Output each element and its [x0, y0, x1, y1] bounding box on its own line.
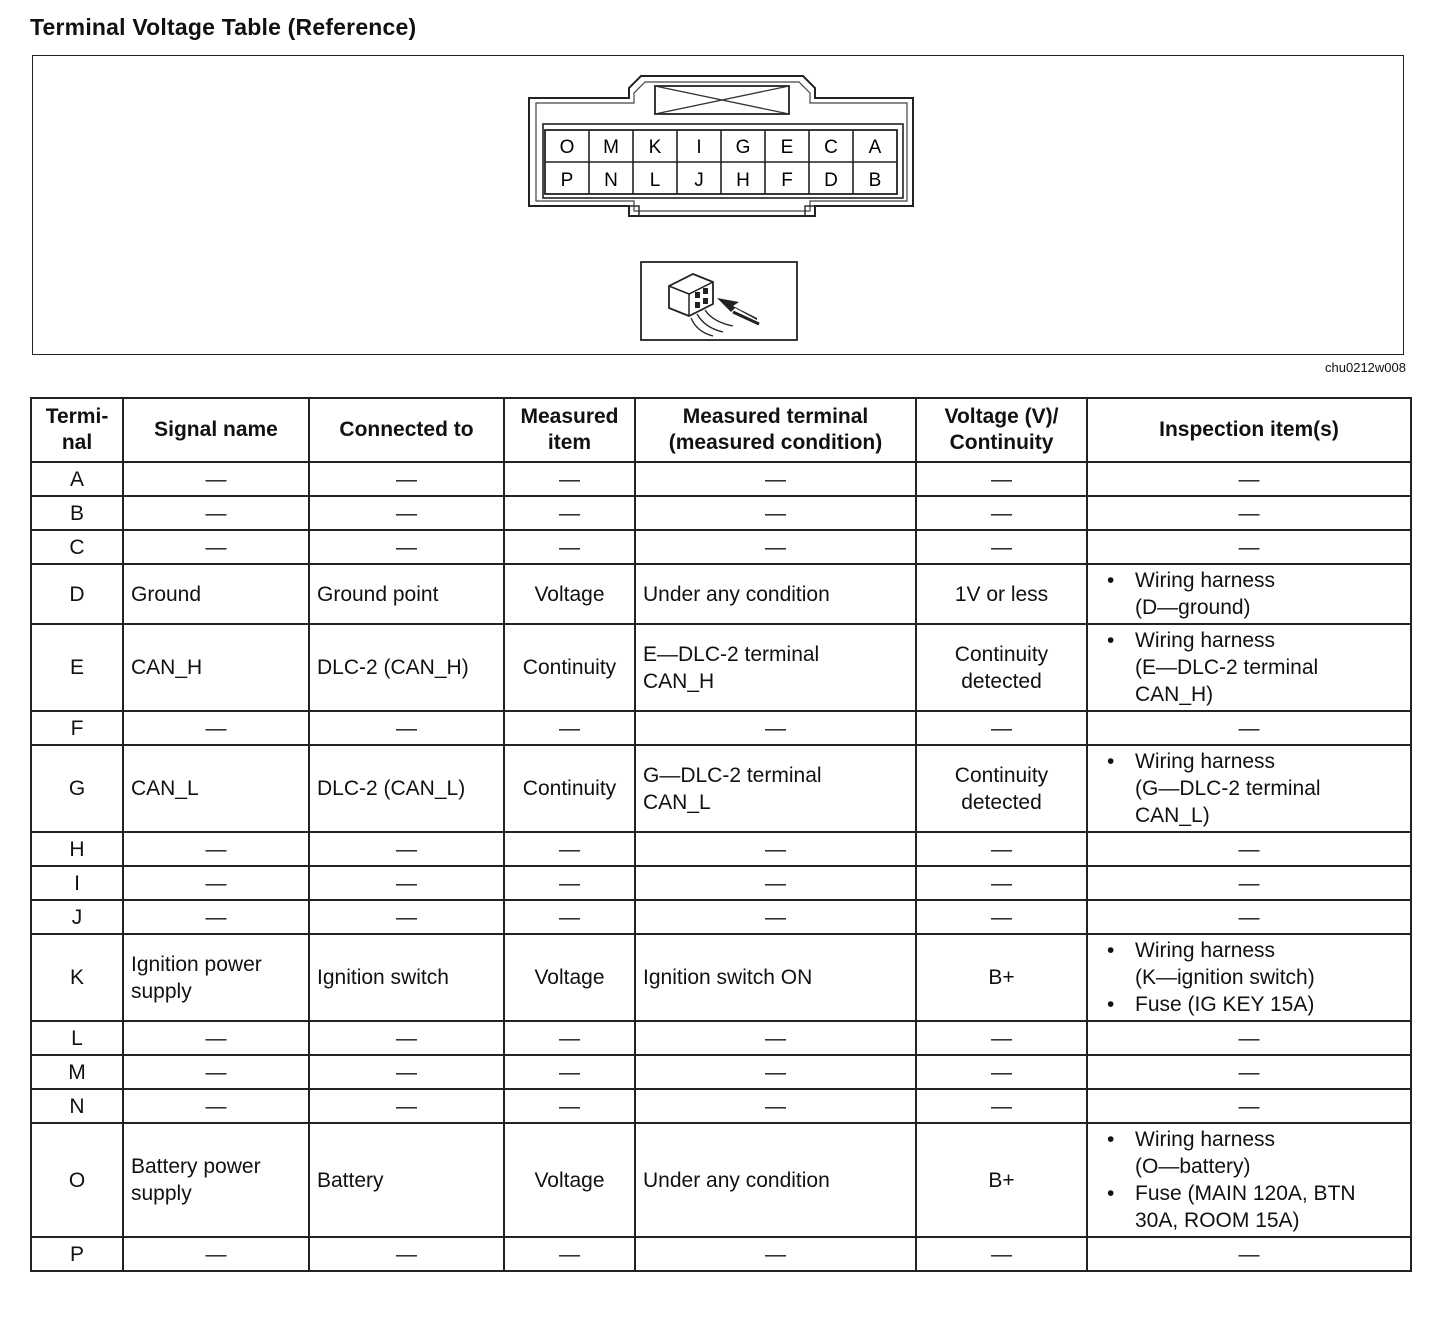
table-row-k [31, 934, 1411, 1021]
connected-to-cell: Battery [309, 1123, 504, 1237]
measured-item-cell: — [504, 1055, 635, 1089]
table-row-n [31, 1089, 1411, 1123]
signal-name-cell: — [123, 1021, 309, 1055]
table-row-j [31, 900, 1411, 934]
table-row-e [31, 624, 1411, 711]
pin-label-g: G [735, 137, 751, 158]
inspection-item: • Wiring harness (O—battery) [1095, 1126, 1403, 1180]
inspection-items-cell: — [1087, 496, 1411, 530]
voltage-cell: B+ [916, 1123, 1087, 1237]
voltage-cell: — [916, 832, 1087, 866]
column-header: Connected to [309, 398, 504, 462]
connected-to-cell: — [309, 1237, 504, 1271]
table-row-b [31, 496, 1411, 530]
signal-name-cell: — [123, 1055, 309, 1089]
pin-label-p: P [560, 170, 574, 191]
connected-to-cell: — [309, 496, 504, 530]
terminal-voltage-table [30, 397, 1412, 1272]
voltage-cell: — [916, 866, 1087, 900]
measured-item-cell: — [504, 496, 635, 530]
terminal-cell: N [31, 1089, 123, 1123]
measured-condition-cell: Under any condition [635, 1123, 916, 1237]
measured-item-cell: — [504, 1237, 635, 1271]
inspection-items-cell [1087, 745, 1411, 832]
connected-to-cell: — [309, 866, 504, 900]
signal-name-cell: — [123, 866, 309, 900]
signal-name-cell: Ignition power supply [123, 934, 309, 1021]
inspection-item: • Wiring harness (K—ignition switch) [1095, 937, 1403, 991]
connected-to-cell: DLC-2 (CAN_H) [309, 624, 504, 711]
voltage-cell: — [916, 496, 1087, 530]
measured-condition-cell: — [635, 496, 916, 530]
signal-name-cell: — [123, 832, 309, 866]
pin-label-a: A [868, 137, 882, 158]
terminal-cell: F [31, 711, 123, 745]
column-header: Signal name [123, 398, 309, 462]
connected-to-cell: Ground point [309, 564, 504, 624]
voltage-cell: — [916, 1237, 1087, 1271]
voltage-cell: — [916, 530, 1087, 564]
pin-label-e: E [780, 137, 794, 158]
measured-condition-cell: — [635, 1237, 916, 1271]
voltage-cell: — [916, 462, 1087, 496]
measured-condition-cell: — [635, 1055, 916, 1089]
terminal-cell: D [31, 564, 123, 624]
terminal-cell: A [31, 462, 123, 496]
inspection-items-cell: — [1087, 866, 1411, 900]
terminal-cell: C [31, 530, 123, 564]
table-row-f [31, 711, 1411, 745]
signal-name-cell: CAN_H [123, 624, 309, 711]
measured-condition-cell: G—DLC-2 terminal CAN_L [635, 745, 916, 832]
measured-item-cell: Voltage [504, 934, 635, 1021]
table-row-p [31, 1237, 1411, 1271]
measured-item-cell: Continuity [504, 624, 635, 711]
pin-label-j: J [694, 170, 704, 191]
inspection-items-cell: — [1087, 1089, 1411, 1123]
terminal-cell: J [31, 900, 123, 934]
measured-item-cell: — [504, 462, 635, 496]
inspection-items-cell: — [1087, 1021, 1411, 1055]
signal-name-cell: CAN_L [123, 745, 309, 832]
inspection-items-cell: — [1087, 462, 1411, 496]
table-row-l [31, 1021, 1411, 1055]
table-row-g [31, 745, 1411, 832]
inspection-items-cell [1087, 564, 1411, 624]
measured-condition-cell: — [635, 711, 916, 745]
signal-name-cell: Ground [123, 564, 309, 624]
voltage-cell: — [916, 1021, 1087, 1055]
measured-condition-cell: — [635, 1089, 916, 1123]
terminal-cell: M [31, 1055, 123, 1089]
measured-condition-cell: Ignition switch ON [635, 934, 916, 1021]
signal-name-cell: — [123, 496, 309, 530]
measured-condition-cell: — [635, 832, 916, 866]
pin-label-m: M [603, 137, 619, 158]
voltage-cell: 1V or less [916, 564, 1087, 624]
connected-to-cell: — [309, 900, 504, 934]
signal-name-cell: — [123, 462, 309, 496]
voltage-cell: — [916, 1055, 1087, 1089]
inspection-items-cell: — [1087, 530, 1411, 564]
terminal-cell: B [31, 496, 123, 530]
measured-condition-cell: — [635, 866, 916, 900]
pin-label-i: I [696, 137, 702, 158]
inspection-item: • Wiring harness (E—DLC-2 terminal CAN_H) [1095, 627, 1403, 708]
column-header: Measured item [504, 398, 635, 462]
terminal-cell: O [31, 1123, 123, 1237]
inspection-items-cell [1087, 624, 1411, 711]
measured-item-cell: — [504, 711, 635, 745]
table-row-o [31, 1123, 1411, 1237]
inspection-items-cell: — [1087, 1237, 1411, 1271]
measured-item-cell: — [504, 832, 635, 866]
pin-label-o: O [559, 137, 575, 158]
inspection-items-cell: — [1087, 832, 1411, 866]
figure-id: chu0212w008 [1325, 360, 1406, 375]
signal-name-cell: — [123, 1237, 309, 1271]
measured-condition-cell: — [635, 900, 916, 934]
table-row-m [31, 1055, 1411, 1089]
measured-item-cell: — [504, 530, 635, 564]
table-row-h [31, 832, 1411, 866]
terminal-cell: P [31, 1237, 123, 1271]
inspection-item: • Wiring harness (G—DLC-2 terminal CAN_L) [1095, 748, 1403, 829]
measured-item-cell: Voltage [504, 1123, 635, 1237]
inspection-item: • Fuse (IG KEY 15A) [1095, 991, 1403, 1018]
measured-condition-cell: — [635, 530, 916, 564]
measured-item-cell: Continuity [504, 745, 635, 832]
connected-to-cell: — [309, 832, 504, 866]
measured-condition-cell: Under any condition [635, 564, 916, 624]
terminal-cell: H [31, 832, 123, 866]
voltage-cell: Continuity detected [916, 745, 1087, 832]
table-row-d [31, 564, 1411, 624]
connected-to-cell: — [309, 1055, 504, 1089]
measured-item-cell: — [504, 1089, 635, 1123]
voltage-cell: — [916, 711, 1087, 745]
terminal-cell: L [31, 1021, 123, 1055]
inspection-items-cell [1087, 934, 1411, 1021]
measured-condition-cell: E—DLC-2 terminal CAN_H [635, 624, 916, 711]
inspection-items-cell: — [1087, 900, 1411, 934]
measured-item-cell: — [504, 866, 635, 900]
signal-name-cell: — [123, 900, 309, 934]
terminal-cell: G [31, 745, 123, 832]
signal-name-cell: — [123, 711, 309, 745]
terminal-cell: K [31, 934, 123, 1021]
pin-label-d: D [824, 170, 838, 191]
connector-harness-side-icon [641, 262, 797, 340]
measured-condition-cell: — [635, 1021, 916, 1055]
voltage-cell: Continuity detected [916, 624, 1087, 711]
pin-label-l: L [649, 170, 661, 191]
column-header: Voltage (V)/ Continuity [916, 398, 1087, 462]
inspection-item: • Fuse (MAIN 120A, BTN 30A, ROOM 15A) [1095, 1180, 1403, 1234]
page-title: Terminal Voltage Table (Reference) [30, 14, 417, 40]
table-header-row [31, 398, 1411, 462]
signal-name-cell: Battery power supply [123, 1123, 309, 1237]
table-row-a [31, 462, 1411, 496]
pin-label-b: B [868, 170, 882, 191]
column-header: Measured terminal (measured condition) [635, 398, 916, 462]
measured-condition-cell: — [635, 462, 916, 496]
connector-figure [32, 55, 1404, 355]
inspection-items-cell: — [1087, 711, 1411, 745]
terminal-cell: E [31, 624, 123, 711]
pin-label-h: H [736, 170, 750, 191]
pin-label-c: C [824, 137, 838, 158]
connected-to-cell: — [309, 462, 504, 496]
inspection-items-cell [1087, 1123, 1411, 1237]
voltage-cell: B+ [916, 934, 1087, 1021]
connected-to-cell: — [309, 1089, 504, 1123]
connected-to-cell: — [309, 1021, 504, 1055]
measured-item-cell: — [504, 1021, 635, 1055]
measured-item-cell: — [504, 900, 635, 934]
pin-label-k: K [648, 137, 662, 158]
pin-label-f: F [781, 170, 793, 191]
inspection-items-cell: — [1087, 1055, 1411, 1089]
voltage-cell: — [916, 900, 1087, 934]
table-row-c [31, 530, 1411, 564]
table-row-i [31, 866, 1411, 900]
inspection-item: • Wiring harness (D—ground) [1095, 567, 1403, 621]
signal-name-cell: — [123, 1089, 309, 1123]
connected-to-cell: Ignition switch [309, 934, 504, 1021]
pin-label-n: N [604, 170, 618, 191]
connected-to-cell: DLC-2 (CAN_L) [309, 745, 504, 832]
signal-name-cell: — [123, 530, 309, 564]
measured-item-cell: Voltage [504, 564, 635, 624]
connected-to-cell: — [309, 530, 504, 564]
column-header: Termi- nal [31, 398, 123, 462]
column-header: Inspection item(s) [1087, 398, 1411, 462]
connected-to-cell: — [309, 711, 504, 745]
terminal-cell: I [31, 866, 123, 900]
connector-diagram [33, 56, 1405, 356]
voltage-cell: — [916, 1089, 1087, 1123]
